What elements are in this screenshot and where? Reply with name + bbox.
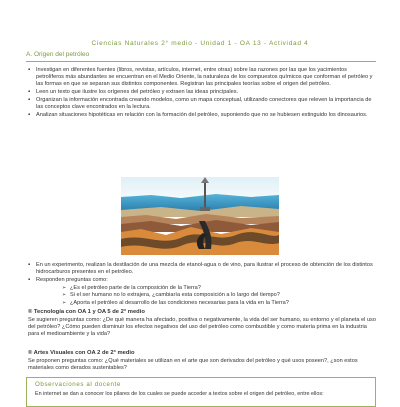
section-title: A. Origen del petróleo: [26, 51, 376, 62]
question-list: [36, 285, 376, 308]
question-item: ➢ Si el ser humano no lo extrajera, ¿cambiaría esta composición a lo largo del tiempo?: [70, 292, 376, 299]
arts-link-title: ® Artes Visuales con OA 2 de 2° medio: [28, 350, 135, 356]
arts-link-body: Se proponen preguntas como: ¿Qué materiales se utilizan en el arte que son derivados del petróleo y qué usos poseen?, ¿son estos materiales como derados sustentables?: [28, 358, 358, 372]
question-item: ➢ ¿Es el petróleo parte de la composición de la Tierra?: [70, 285, 376, 292]
technology-link-title: ® Tecnología con OA 1 y OA 5 de 2° medio: [28, 309, 145, 315]
observations-title: Observaciones al docente: [35, 381, 121, 388]
list-item: ▪ Analizan situaciones hipotéticas en relación con la formación del petróleo, suponiendo que no se hubiesen extinguido los dinosaurios.: [36, 112, 376, 119]
teacher-observations-box: [26, 377, 376, 407]
oil-formation-illustration: [121, 177, 279, 255]
observations-text: En internet se dan a conocer los pilares de los cuales se puede acceder a textos sobre el origen del petróleo, entre ellos:: [35, 391, 324, 397]
page-header: Ciencias Naturales 2° medio - Unidad 1 - OA 13 - Actividad 4: [91, 40, 309, 47]
list-item: ▪ En un experimento, realizan la destilación de una mezcla de etanol-agua o de vino, para ilustrar el proceso de obtención de los distintos hidrocarburos presentes en el petróleo.: [36, 262, 376, 276]
list-item: ▪ Investigan en diferentes fuentes (libros, revistas, artículos, internet, entre otras) sobre las razones por las que los yacimientos petrolíferos más abundantes se encuentran en el Medio Oriente, la naturaleza de los compuestos químicos que conforman el petróleo y las formas en que se separan sus distintos componentes. Registran las principales teorías sobre el origen del petróleo.: [36, 67, 376, 89]
list-item: ▪ Organizan la información encontrada creando modelos, como un mapa conceptual, utilizando conectores que releven la importancia de las conceptos clave encontrados en la lectura.: [36, 97, 376, 111]
list-item: ▪ Leen un texto que ilustre los orígenes del petróleo y extraen las ideas principales.: [36, 89, 376, 96]
question-item: ➢ ¿Aporta el petróleo al desarrollo de las condiciones necesarias para la vida en la Tierra?: [70, 300, 376, 307]
technology-link-body: Se sugieren preguntas como: ¿De qué manera ha afectado, positiva o negativamente, la vida del ser humano, su entorno y el planeta el uso del petróleo? ¿Cómo pueden disminuir los efectos negativos del uso del petróleo como combustible y como materia prima en la industria para el medioambiente y la vida?: [28, 317, 376, 338]
activity-list-bottom: [36, 262, 376, 308]
activity-list-top: [36, 67, 376, 119]
list-item: ▪ Responden preguntas como:: [36, 277, 376, 284]
